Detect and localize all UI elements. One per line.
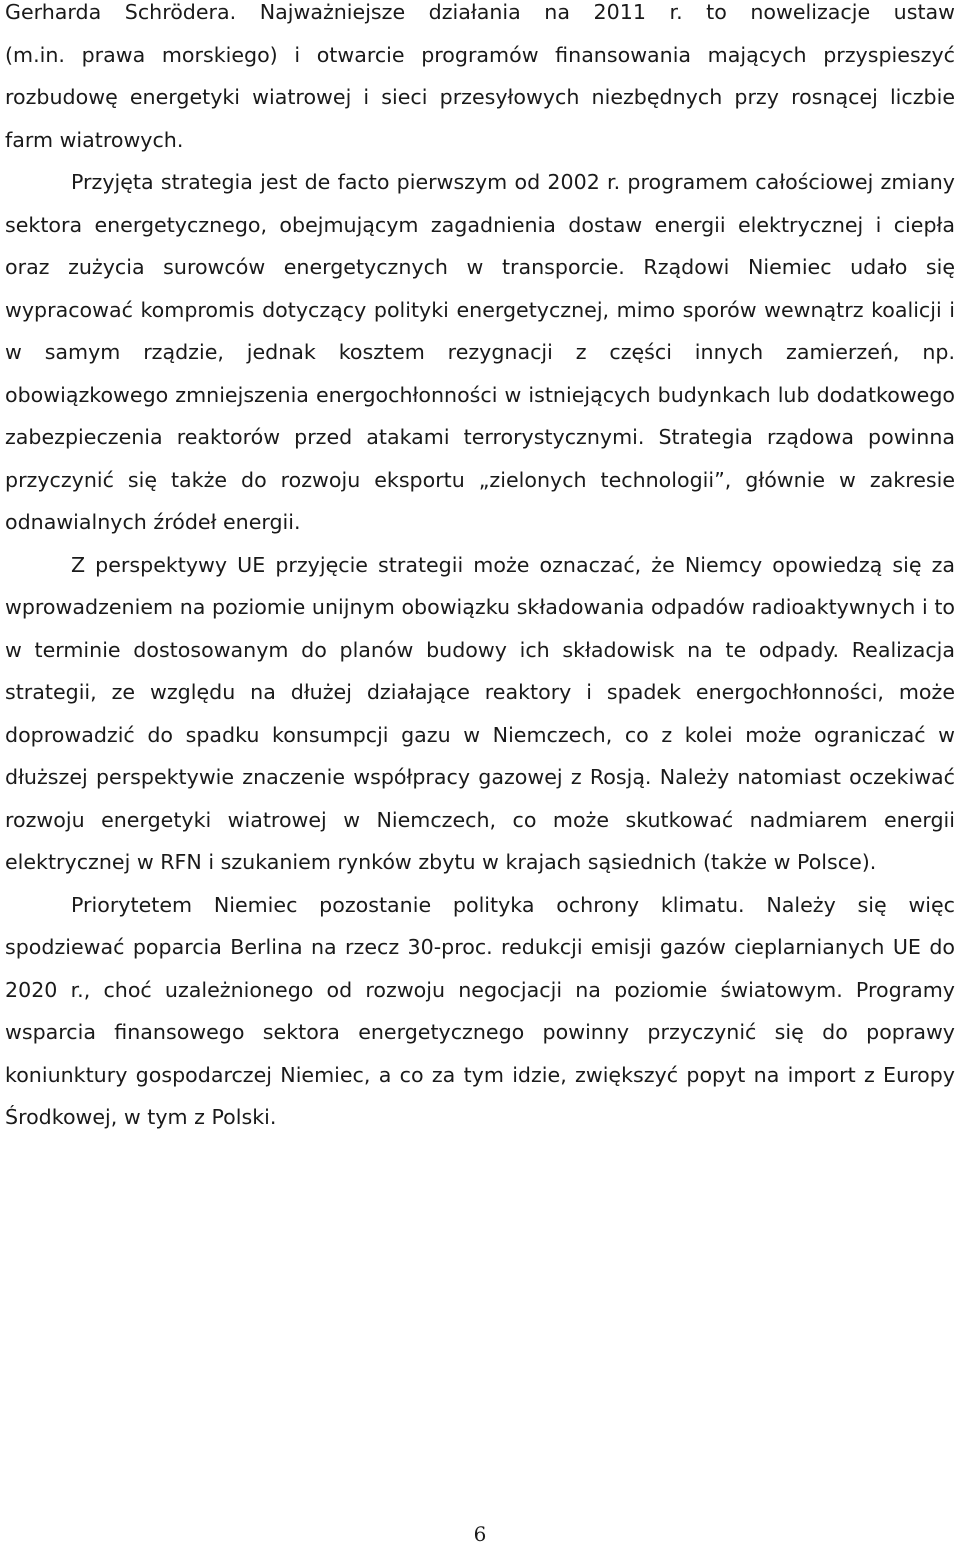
- paragraph-1-continuation: (m.in. prawa morskiego) i otwarcie programów finansowania mających przyspieszyć rozbudowę energetyki wiatrowej i sieci przesyłowych niezbędnych przy rosnącej liczbie farm wiatrowych.: [5, 42, 955, 152]
- paragraph-1-first-line: Gerharda Schrödera. Najważniejsze działania na 2011 r. to nowelizacje ustaw: [5, 0, 955, 24]
- paragraph-3: Z perspektywy UE przyjęcie strategii może oznaczać, że Niemcy opowiedzą się za wprowadzeniem na poziomie unijnym obowiązku składowania odpadów radioaktywnych i to w terminie dostosowanym do planów budowy ich składowisk na te odpady. Realizacja strategii, ze względu na dłużej działające reaktory i spadek energochłonności, może doprowadzić do spadku konsumpcji gazu w Niemczech, co z kolei może ograniczać w dłuższej perspektywie znaczenie współpracy gazowej z Rosją. Należy natomiast oczekiwać rozwoju energetyki wiatrowej w Niemczech, co może skutkować nadmiarem energii elektrycznej w RFN i szukaniem rynków zbytu w krajach sąsiednich (także w Polsce).: [5, 552, 955, 874]
- document-page: [5, 0, 955, 1139]
- paragraph-2: Przyjęta strategia jest de facto pierwszym od 2002 r. programem całościowej zmiany sektora energetycznego, obejmującym zagadnienia dostaw energii elektrycznej i ciepła oraz zużycia surowców energetycznych w transporcie. Rządowi Niemiec udało się wypracować kompromis dotyczący polityki energetycznej, mimo sporów wewnątrz koalicji i w samym rządzie, jednak kosztem rezygnacji z części innych zamierzeń, np. obowiązkowego zmniejszenia energochłonności w istniejących budynkach lub dodatkowego zabezpieczenia reaktorów przed atakami terrorystycznymi. Strategia rządowa powinna przyczynić się także do rozwoju eksportu „zielonych technologii”, głównie w zakresie odnawialnych źródeł energii.: [5, 170, 955, 534]
- page-number: 6: [473, 1522, 487, 1546]
- paragraph-4: Priorytetem Niemiec pozostanie polityka ochrony klimatu. Należy się więc spodziewać poparcia Berlina na rzecz 30-proc. redukcji emisji gazów cieplarnianych UE do 2020 r., choć uzależnionego od rozwoju negocjacji na poziomie światowym. Programy wsparcia finansowego sektora energetycznego powinny przyczynić się do poprawy koniunktury gospodarczej Niemiec, a co za tym idzie, zwiększyć popyt na import z Europy Środkowej, w tym z Polski.: [5, 892, 955, 1129]
- paragraph-1: [5, 0, 955, 161]
